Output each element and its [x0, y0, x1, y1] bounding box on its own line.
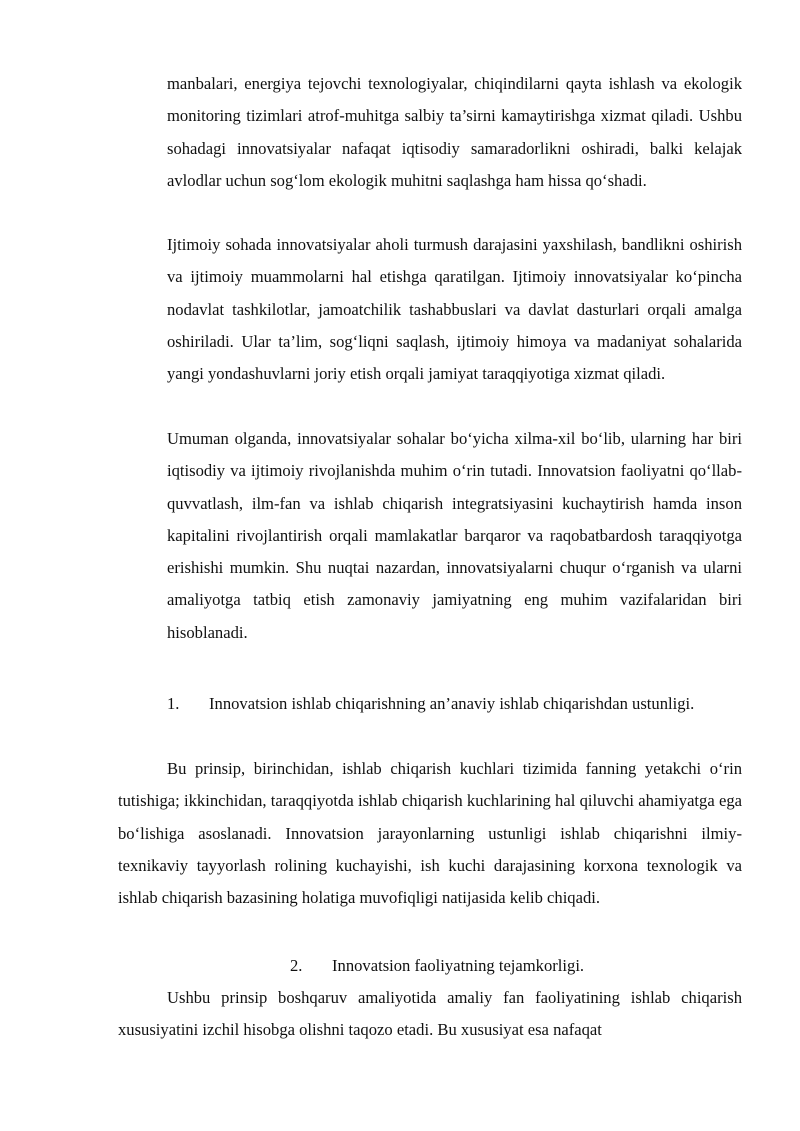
paragraph-conclusion: Umuman olganda, innovatsiyalar sohalar bo‘yicha xilma-xil bo‘lib, ularning har biri iqtisodiy va ijtimoiy rivojlanishda muhim o‘rin tutadi. Innovatsion faoliyatni qo‘llab-quvvatlash, ilm-fan va ishlab chiqarish integratsiyasini kuchaytirish hamda inson kapitalini rivojlantirish orqali mamlakatlar barqaror va raqobatbardosh taraqqiyotga erishishi mumkin. Shu nuqtai nazardan, innovatsiyalarni chuqur o‘rganish va ularni amaliyotga tatbiq etish zamonaviy jamiyatning eng muhim vazifalaridan biri hisoblanadi. — [167, 429, 742, 642]
section-heading-2 — [290, 950, 584, 982]
paragraph-ecology-innovations: manbalari, energiya tejovchi texnologiyalar, chiqindilarni qayta ishlash va ekologik monitoring tizimlari atrof-muhitga salbiy ta’sirni kamaytirishga xizmat qiladi. Ushbu sohadagi innovatsiyalar nafaqat iqtisodiy samaradorlikni oshiradi, balki kelajak avlodlar uchun sog‘lom ekologik muhitni saqlashga ham hissa qo‘shadi. — [167, 74, 742, 190]
paragraph-principle-management: Ushbu prinsip boshqaruv amaliyotida amaliy fan faoliyatining ishlab chiqarish xususiyatini izchil hisobga olishni taqozo etadi. Bu xususiyat esa nafaqat — [118, 988, 742, 1040]
section-title-2: Innovatsion faoliyatning tejamkorligi. — [332, 956, 585, 975]
section-heading-1 — [118, 688, 742, 720]
section-number-1: 1. — [167, 694, 180, 713]
section-number-2: 2. — [290, 956, 303, 975]
section-title-1: Innovatsion ishlab chiqarishning an’anaviy ishlab chiqarishdan ustunligi. — [209, 694, 695, 713]
paragraph-social-innovations: Ijtimoiy sohada innovatsiyalar aholi turmush darajasini yaxshilash, bandlikni oshirish va ijtimoiy muammolarni hal etishga qaratilgan. Ijtimoiy innovatsiyalar ko‘pincha nodavlat tashkilotlar, jamoatchilik tashabbuslari va davlat dasturlari orqali amalga oshiriladi. Ular ta’lim, sog‘liqni saqlash, ijtimoiy himoya va madaniyat sohalarida yangi yondashuvlarni joriy etish orqali jamiyat taraqqiyotiga xizmat qiladi. — [167, 235, 742, 384]
paragraph-principle-description: Bu prinsip, birinchidan, ishlab chiqarish kuchlari tizimida fanning yetakchi o‘rin tutishiga; ikkinchidan, taraqqiyotda ishlab chiqarish kuchlarining hal qiluvchi ahamiyatga ega bo‘lishiga asoslanadi. Innovatsion jarayonlarning ustunligi ishlab chiqarishni ilmiy-texnikaviy tayyorlash rolining kuchayishi, ish kuchi darajasining korxona texnologik va ishlab chiqarish bazasining holatiga muvofiqligi natijasida kelib chiqadi. — [118, 759, 742, 908]
